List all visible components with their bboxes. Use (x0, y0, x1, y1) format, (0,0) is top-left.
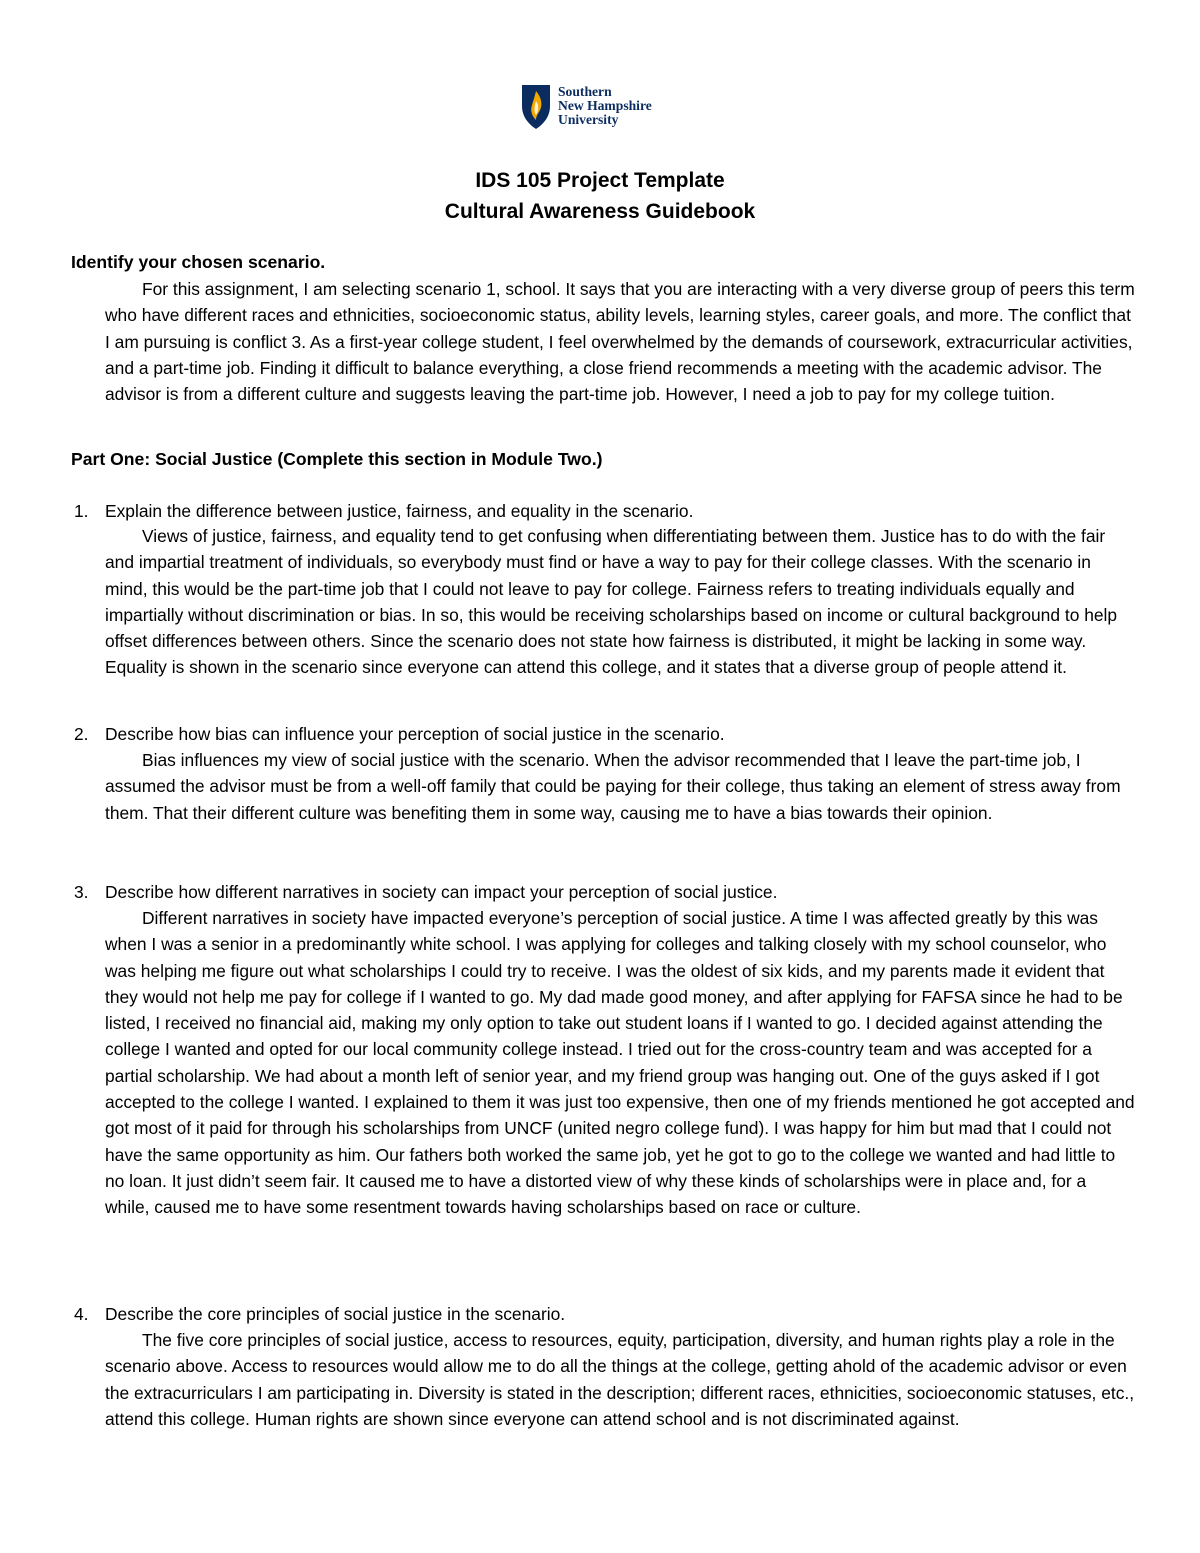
item-3-number: 3. (74, 882, 89, 902)
item-4-question: Describe the core principles of social justice in the scenario. (105, 1304, 566, 1324)
document-title (0, 165, 1200, 227)
item-4-answer: The five core principles of social justice, access to resources, equity, participation, diversity, and human rights play a role in the scenario above. Access to resources would allow me to do all the things at the college, getting ahold of the academic advisor or even the extracurriculars I am participating in. Diversity is stated in the description; different races, ethnicities, socioeconomic statuses, etc., attend this college. Human rights are shown since everyone can attend school and is not discriminated against. (105, 1330, 1135, 1429)
logo-line-2: New Hampshire (558, 98, 652, 114)
item-3-answer: Different narratives in society have impacted everyone’s perception of social justice. A time I was affected greatly by this was when I was a senior in a predominantly white school. I was applying for colleges and talking closely with my school counselor, who was helping me figure out what scholarships I could try to receive. I was the oldest of six kids, and my parents made it evident that they would not help me pay for college if I wanted to go. My dad made good money, and after applying for FAFSA since he had to be listed, I received no financial aid, making my only option to take out student loans if I wanted to go. I decided against attending the college I wanted and opted for our local community college instead. I tried out for the cross-country team and was accepted for a partial scholarship. We had about a month left of senior year, and my friend group was hanging out. One of the guys asked if I got accepted to the college I wanted. I explained to them it was just too expensive, then one of my friends mentioned he got accepted and got most of it paid for through his scholarships from UNCF (united negro college fund). I was happy for him but mad that I could not have the same opportunity as him. Our fathers both worked the same job, yet he got to go to the college we wanted and had little to no loan. It just didn’t seem fair. It caused me to have a distorted view of why these kinds of scholarships were in place and, for a while, caused me to have some resentment towards having scholarships based on race or culture. (105, 908, 1135, 1218)
title-line-2: Cultural Awareness Guidebook (444, 200, 756, 223)
item-1-number: 1. (74, 501, 89, 521)
item-2-answer: Bias influences my view of social justice with the scenario. When the advisor recommended that I leave the part-time job, I assumed the advisor must be from a well-off family that could be paying for their college, thus taking an element of stress away from them. That their different culture was benefiting them in some way, causing me to have a bias towards their opinion. (105, 750, 1121, 823)
logo-wordmark (558, 85, 652, 128)
logo-line-1: Southern (558, 84, 612, 99)
logo-line-3: University (558, 112, 619, 128)
item-4-number: 4. (74, 1304, 89, 1324)
item-2-question: Describe how bias can influence your perception of social justice in the scenario. (105, 724, 725, 744)
item-3-question: Describe how different narratives in society can impact your perception of social justice. (105, 882, 778, 902)
title-line-1: IDS 105 Project Template (475, 169, 725, 192)
shield-flame-icon (521, 84, 551, 130)
snhu-logo (521, 84, 691, 134)
part-one-heading: Part One: Social Justice (Complete this section in Module Two.) (71, 449, 603, 469)
item-2-number: 2. (74, 724, 89, 744)
scenario-heading: Identify your chosen scenario. (71, 252, 326, 272)
item-1-question: Explain the difference between justice, fairness, and equality in the scenario. (105, 501, 694, 521)
scenario-body: For this assignment, I am selecting scenario 1, school. It says that you are interacting with a very diverse group of peers this term who have different races and ethnicities, socioeconomic status, ability levels, learning styles, career goals, and more. The conflict that I am pursuing is conflict 3. As a first-year college student, I feel overwhelmed by the demands of coursework, extracurricular activities, and a part-time job. Finding it difficult to balance everything, a close friend recommends a meeting with the academic advisor. The advisor is from a different culture and suggests leaving the part-time job. However, I need a job to pay for my college tuition. (105, 279, 1135, 405)
item-1-answer: Views of justice, fairness, and equality tend to get confusing when differentiating between them. Justice has to do with the fair and impartial treatment of individuals, so everybody must find or have a way to pay for their college classes. With the scenario in mind, this would be the part-time job that I could not leave to pay for college. Fairness refers to treating individuals equally and impartially without discrimination or bias. In so, this would be receiving scholarships based on income or cultural background to help offset differences between others. Since the scenario does not state how fairness is distributed, it might be lacking in some way. Equality is shown in the scenario since everyone can attend this college, and it states that a diverse group of people attend it. (105, 526, 1118, 678)
